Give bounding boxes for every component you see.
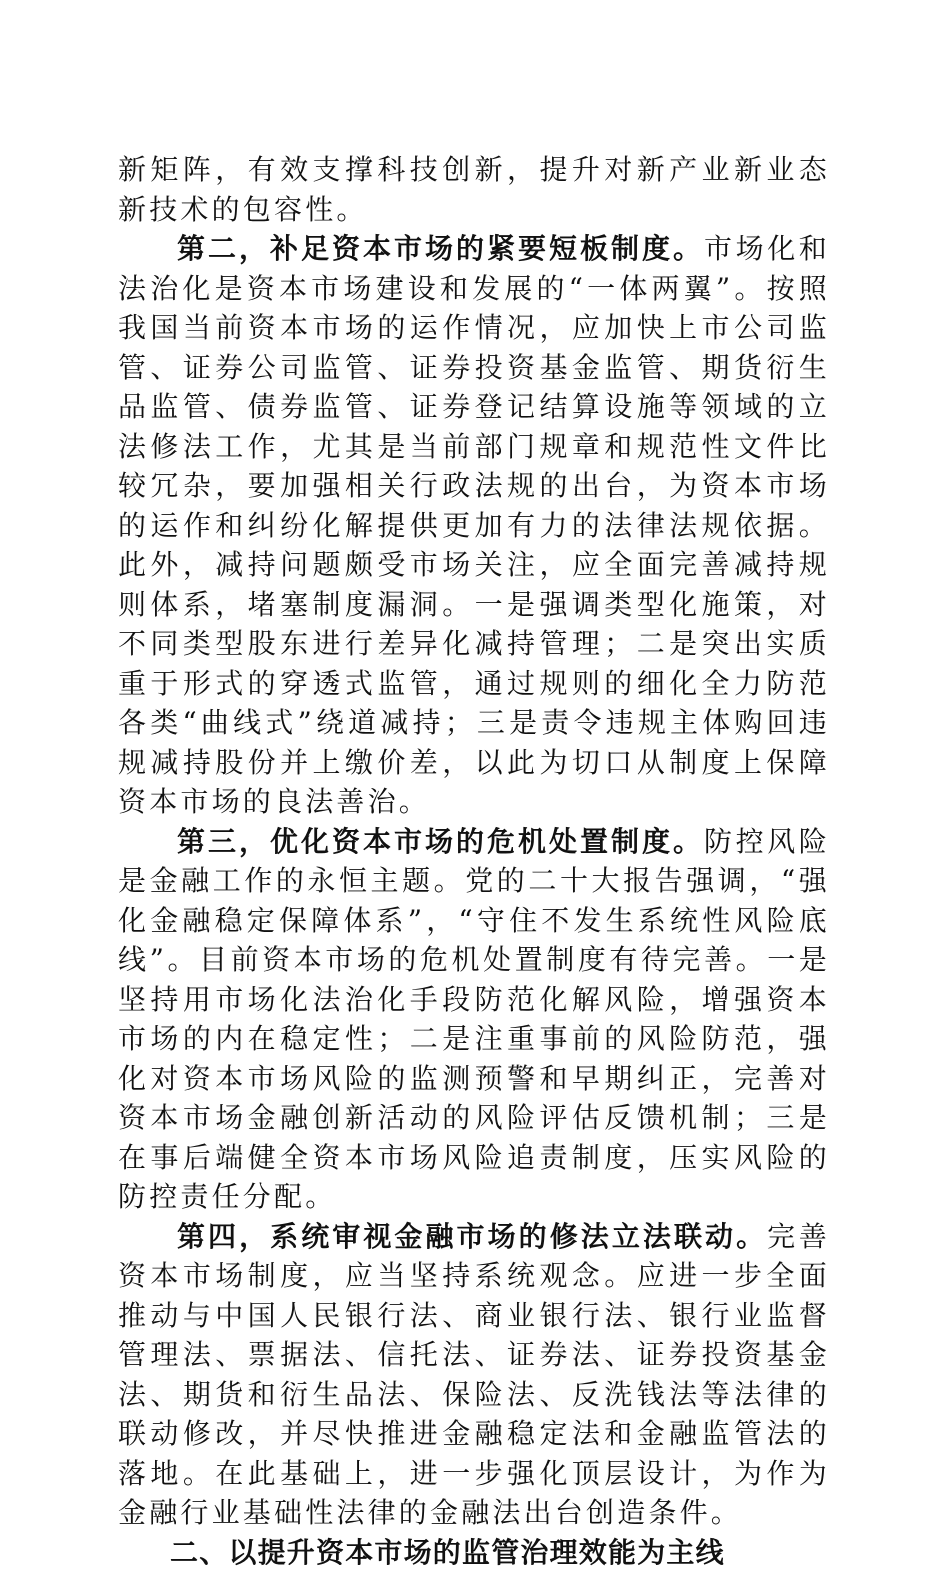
paragraph-lead: 第三，优化资本市场的危机处置制度。 xyxy=(177,825,704,858)
paragraph-lead: 第四，系统审视金融市场的修法立法联动。 xyxy=(177,1220,767,1253)
paragraph-fourth xyxy=(118,1217,830,1533)
paragraph-lead: 第二，补足资本市场的紧要短板制度。 xyxy=(177,232,704,265)
paragraph-continuation xyxy=(118,150,830,229)
paragraph-second xyxy=(118,229,830,822)
document-body xyxy=(118,150,830,1572)
paragraph-third xyxy=(118,822,830,1217)
section-heading: 二、以提升资本市场的监管治理效能为主线 xyxy=(118,1533,830,1572)
paragraph-text: 新矩阵，有效支撑科技创新，提升对新产业新业态新技术的包容性。 xyxy=(118,153,830,226)
paragraph-text: 完善资本市场制度，应当坚持系统观念。应进一步全面推动与中国人民银行法、商业银行法、银行业监督管理法、票据法、信托法、证券法、证券投资基金法、期货和衍生品法、保险法、反洗钱法等法律的联动修改，并尽快推进金融稳定法和金融监管法的落地。在此基础上，进一步强化顶层设计，为作为金融行业基础性法律的金融法出台创造条件。 xyxy=(118,1220,830,1530)
paragraph-text: 防控风险是金融工作的永恒主题。党的二十大报告强调，“强化金融稳定保障体系”，“守住不发生系统性风险底线”。目前资本市场的危机处置制度有待完善。一是坚持用市场化法治化手段防范化解风险，增强资本市场的内在稳定性；二是注重事前的风险防范，强化对资本市场风险的监测预警和早期纠正，完善对资本市场金融创新活动的风险评估反馈机制；三是在事后端健全资本市场风险追责制度，压实风险的防控责任分配。 xyxy=(118,825,830,1214)
paragraph-text: 市场化和法治化是资本市场建设和发展的“一体两翼”。按照我国当前资本市场的运作情况，应加快上市公司监管、证券公司监管、证券投资基金监管、期货衍生品监管、债券监管、证券登记结算设施等领域的立法修法工作，尤其是当前部门规章和规范性文件比较冗杂，要加强相关行政法规的出台，为资本市场的运作和纠纷化解提供更加有力的法律法规依据。此外，减持问题颇受市场关注，应全面完善减持规则体系，堵塞制度漏洞。一是强调类型化施策，对不同类型股东进行差异化减持管理；二是突出实质重于形式的穿透式监管，通过规则的细化全力防范各类“曲线式”绕道减持；三是责令违规主体购回违规减持股份并上缴价差，以此为切口从制度上保障资本市场的良法善治。 xyxy=(118,232,830,818)
